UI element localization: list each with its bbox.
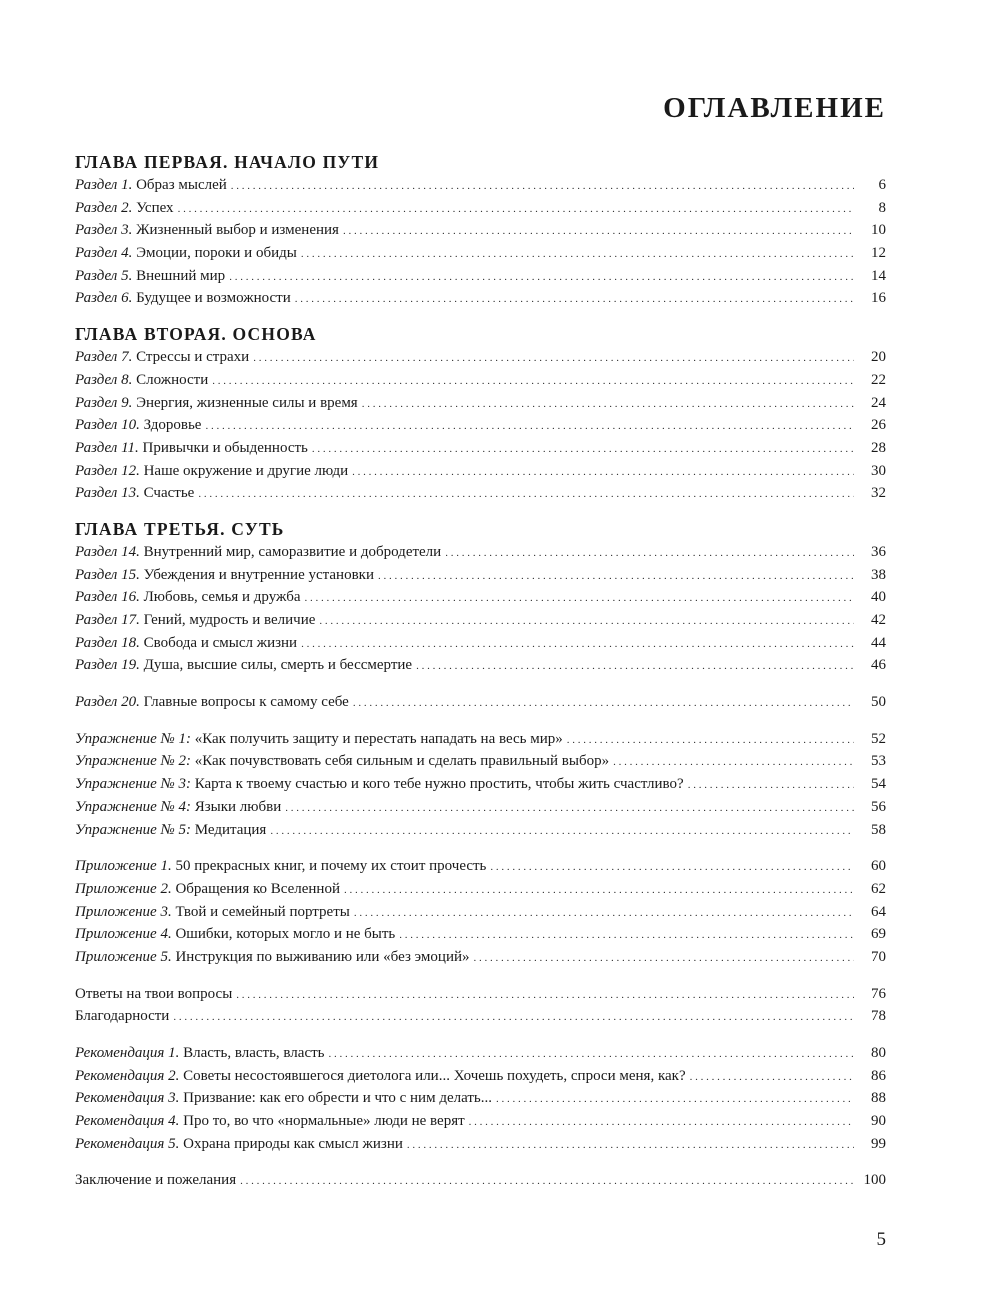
table-of-contents	[75, 150, 886, 1192]
spacer	[75, 505, 886, 517]
dot-leader	[688, 774, 854, 797]
entry-page: 28	[871, 439, 886, 456]
dot-leader	[343, 220, 854, 243]
entry-prefix: Раздел 11.	[75, 439, 139, 456]
toc-entry[interactable]	[75, 564, 886, 587]
entry-title: Внешний мир	[136, 267, 226, 284]
spacer	[75, 677, 886, 691]
entry-prefix: Раздел 1.	[75, 177, 133, 193]
toc-entry[interactable]	[75, 437, 886, 460]
entry-page: 32	[871, 485, 886, 502]
entry-label	[75, 564, 378, 587]
toc-entry[interactable]	[75, 796, 886, 819]
entry-title: Медитация	[194, 821, 267, 838]
entry-prefix: Упражнение № 4:	[75, 798, 191, 815]
dot-leader	[613, 751, 854, 774]
entry-title: Эмоции, пороки и обиды	[136, 245, 297, 262]
chapter-heading: ГЛАВА ВТОРАЯ. ОСНОВА	[75, 324, 317, 345]
toc-entry[interactable]	[75, 1065, 886, 1088]
entry-title: Внутренний мир, саморазвитие и добродетели	[143, 543, 442, 560]
toc-entry[interactable]	[75, 946, 886, 969]
entry-label	[75, 609, 319, 632]
entry-label	[75, 923, 399, 946]
dot-leader	[301, 633, 854, 656]
dot-leader	[469, 1111, 854, 1134]
entry-prefix: Рекомендация 3.	[75, 1090, 180, 1107]
dot-leader	[178, 198, 854, 221]
entry-prefix: Раздел 6.	[75, 290, 133, 307]
entry-title: Власть, власть, власть	[183, 1045, 325, 1061]
dot-leader	[416, 655, 854, 678]
entry-page: 30	[871, 462, 886, 479]
entry-prefix: Приложение 5.	[75, 948, 172, 965]
dot-leader	[490, 856, 854, 879]
entry-page: 26	[871, 417, 886, 434]
entry-page: 46	[871, 657, 886, 674]
dot-leader	[319, 610, 854, 633]
dot-leader	[240, 1170, 854, 1193]
entry-label	[75, 541, 445, 564]
entry-label	[75, 728, 567, 751]
dot-leader	[205, 415, 854, 438]
toc-entry[interactable]	[75, 346, 886, 369]
entry-page: 69	[871, 926, 886, 943]
dot-leader	[312, 438, 854, 461]
entry-label	[75, 796, 285, 819]
entry-title: Языки любви	[194, 798, 282, 815]
toc-entry[interactable]	[75, 369, 886, 392]
entry-label	[75, 901, 354, 924]
entry-title: Обращения ко Вселенной	[175, 880, 340, 897]
entry-prefix: Раздел 3.	[75, 222, 133, 239]
entry-title: Гений, мудрость и величие	[143, 612, 316, 628]
entry-prefix: Раздел 8.	[75, 371, 133, 388]
dot-leader	[304, 587, 854, 610]
toc-entry[interactable]	[75, 197, 886, 220]
toc-entry[interactable]	[75, 878, 886, 901]
entry-label	[75, 878, 344, 901]
entry-prefix: Упражнение № 5:	[75, 821, 191, 838]
entry-label	[75, 437, 312, 460]
entry-title: Энергия, жизненные силы и время	[136, 394, 358, 411]
entry-page: 24	[871, 394, 886, 411]
spacer	[75, 969, 886, 983]
dot-leader	[231, 175, 854, 198]
dot-leader	[229, 266, 854, 289]
toc-entry[interactable]	[75, 1110, 886, 1133]
entry-prefix: Приложение 4.	[75, 926, 172, 943]
entry-title: Здоровье	[143, 417, 202, 434]
entry-title: «Как почувствовать себя сильным и сделать правильный выбор»	[194, 753, 610, 770]
dot-leader	[329, 1043, 854, 1066]
entry-prefix: Рекомендация 5.	[75, 1135, 180, 1152]
entry-title: Твой и семейный портреты	[175, 903, 350, 920]
entry-prefix: Приложение 3.	[75, 903, 172, 920]
toc-entry[interactable]	[75, 609, 886, 632]
entry-label	[75, 414, 205, 437]
toc-entry[interactable]	[75, 923, 886, 946]
entry-prefix: Раздел 9.	[75, 394, 133, 411]
entry-page: 40	[871, 589, 886, 606]
entry-title: Охрана природы как смысл жизни	[183, 1135, 403, 1152]
entry-title: Душа, высшие силы, смерть и бессмертие	[143, 657, 413, 674]
entry-title: Заключение и пожелания	[75, 1172, 237, 1189]
dot-leader	[445, 542, 854, 565]
entry-label	[75, 773, 688, 796]
entry-prefix: Раздел 15.	[75, 566, 140, 583]
toc-entry[interactable]	[75, 242, 886, 265]
entry-label	[75, 287, 295, 310]
entry-page: 64	[871, 903, 886, 920]
entry-page: 100	[863, 1172, 886, 1189]
chapter-heading: ГЛАВА ПЕРВАЯ. НАЧАЛО ПУТИ	[75, 152, 380, 172]
entry-page: 60	[871, 858, 886, 875]
dot-leader	[496, 1088, 854, 1111]
entry-page: 78	[871, 1008, 886, 1025]
entry-page: 50	[871, 694, 886, 711]
entry-page: 6	[878, 177, 886, 193]
entry-prefix: Раздел 18.	[75, 634, 140, 651]
entry-page: 44	[871, 634, 886, 651]
entry-prefix: Раздел 10.	[75, 417, 140, 434]
dot-leader	[173, 1006, 854, 1029]
entry-page: 52	[871, 730, 886, 747]
entry-page: 10	[871, 222, 886, 239]
dot-leader	[198, 483, 854, 506]
entry-prefix: Рекомендация 2.	[75, 1067, 180, 1084]
entry-page: 20	[871, 349, 886, 366]
entry-label	[75, 1087, 496, 1110]
entry-label	[75, 586, 304, 609]
dot-leader	[285, 797, 854, 820]
entry-prefix: Упражнение № 1:	[75, 730, 191, 747]
entry-title: Призвание: как его обрести и что с ним делать...	[183, 1090, 493, 1107]
spacer	[75, 1028, 886, 1042]
entry-title: Ответы на твои вопросы	[75, 985, 233, 1002]
toc-entry[interactable]	[75, 1169, 886, 1192]
entry-prefix: Раздел 16.	[75, 589, 140, 606]
toc-entry[interactable]	[75, 460, 886, 483]
entry-title: Советы несостоявшегося диетолога или... Хочешь похудеть, спроси меня, как?	[183, 1067, 686, 1084]
entry-label	[75, 197, 178, 220]
toc-entry[interactable]	[75, 1005, 886, 1028]
entry-label	[75, 750, 613, 773]
toc-entry[interactable]	[75, 983, 886, 1006]
dot-leader	[212, 370, 854, 393]
toc-entry[interactable]	[75, 1133, 886, 1156]
entry-page: 86	[871, 1067, 886, 1084]
toc-entry[interactable]	[75, 586, 886, 609]
dot-leader	[378, 565, 854, 588]
dot-leader	[474, 947, 854, 970]
spacer	[75, 714, 886, 728]
entry-title: Жизненный выбор и изменения	[136, 222, 339, 239]
dot-leader	[352, 461, 854, 484]
entry-prefix: Раздел 2.	[75, 199, 133, 216]
toc-entry[interactable]	[75, 414, 886, 437]
entry-page: 70	[871, 948, 886, 965]
entry-title: Наше окружение и другие люди	[143, 462, 349, 479]
entry-prefix: Раздел 19.	[75, 657, 140, 674]
entry-label	[75, 392, 362, 415]
dot-leader	[253, 347, 854, 370]
toc-entry[interactable]	[75, 632, 886, 655]
toc-entry[interactable]	[75, 855, 886, 878]
entry-page: 16	[871, 290, 886, 307]
entry-page: 36	[871, 543, 886, 560]
dot-leader	[690, 1066, 854, 1089]
entry-page: 14	[871, 267, 886, 284]
toc-entry[interactable]	[75, 901, 886, 924]
toc-entry[interactable]	[75, 287, 886, 310]
entry-title: Про то, во что «нормальные» люди не верят	[183, 1113, 465, 1130]
entry-label	[75, 174, 231, 197]
entry-label	[75, 242, 301, 265]
entry-label	[75, 1133, 407, 1156]
toc-entry[interactable]	[75, 482, 886, 505]
toc-entry[interactable]	[75, 750, 886, 773]
entry-prefix: Рекомендация 1.	[75, 1045, 180, 1061]
spacer	[75, 1155, 886, 1169]
dot-leader	[399, 924, 854, 947]
entry-title: Инструкция по выживанию или «без эмоций»	[175, 948, 470, 965]
entry-label	[75, 1110, 469, 1133]
entry-prefix: Раздел 4.	[75, 245, 133, 262]
page-title: ОГЛАВЛЕНИЕ	[663, 92, 886, 124]
entry-page: 62	[871, 880, 886, 897]
entry-label	[75, 1042, 329, 1065]
entry-label	[75, 346, 253, 369]
entry-title: Любовь, семья и дружба	[143, 589, 301, 606]
toc-entry[interactable]	[75, 541, 886, 564]
entry-label	[75, 819, 270, 842]
entry-title: 50 прекрасных книг, и почему их стоит прочесть	[175, 858, 487, 875]
entry-title: «Как получить защиту и перестать нападать на весь мир»	[194, 730, 563, 747]
entry-page: 56	[871, 798, 886, 815]
entry-label	[75, 219, 343, 242]
entry-prefix: Раздел 7.	[75, 349, 133, 366]
entry-title: Карта к твоему счастью и кого тебе нужно простить, чтобы жить счастливо?	[194, 776, 684, 793]
spacer	[75, 310, 886, 322]
entry-page: 54	[871, 776, 886, 793]
entry-page: 38	[871, 566, 886, 583]
entry-title: Успех	[136, 199, 174, 216]
toc-entry[interactable]	[75, 392, 886, 415]
entry-page: 22	[871, 371, 886, 388]
entry-title: Образ мыслей	[136, 177, 227, 193]
entry-prefix: Раздел 12.	[75, 462, 140, 479]
entry-page: 99	[871, 1135, 886, 1152]
entry-title: Главные вопросы к самому себе	[143, 694, 349, 711]
entry-title: Благодарности	[75, 1008, 170, 1025]
page-number: 5	[876, 1229, 886, 1250]
entry-label	[75, 691, 353, 714]
entry-label	[75, 482, 198, 505]
toc-entry[interactable]	[75, 219, 886, 242]
entry-page: 58	[871, 821, 886, 838]
entry-title: Стрессы и страхи	[136, 349, 250, 366]
entry-prefix: Упражнение № 2:	[75, 753, 191, 770]
entry-label	[75, 1065, 690, 1088]
dot-leader	[236, 984, 854, 1007]
entry-page: 53	[871, 753, 886, 770]
dot-leader	[295, 288, 854, 311]
entry-page: 88	[871, 1090, 886, 1107]
entry-page: 90	[871, 1113, 886, 1130]
entry-label	[75, 855, 490, 878]
entry-label	[75, 369, 212, 392]
toc-entry[interactable]	[75, 728, 886, 751]
entry-title: Будущее и возможности	[136, 290, 291, 307]
toc-entry[interactable]	[75, 265, 886, 288]
entry-title: Свобода и смысл жизни	[143, 634, 298, 651]
dot-leader	[407, 1134, 854, 1157]
toc-entry[interactable]	[75, 654, 886, 677]
entry-prefix: Раздел 17.	[75, 612, 140, 628]
spacer	[75, 841, 886, 855]
entry-prefix: Раздел 20.	[75, 694, 140, 711]
entry-page: 8	[878, 199, 886, 216]
toc-entry[interactable]	[75, 1087, 886, 1110]
dot-leader	[354, 902, 854, 925]
entry-prefix: Рекомендация 4.	[75, 1113, 180, 1130]
entry-label	[75, 654, 416, 677]
entry-label	[75, 632, 301, 655]
entry-page: 42	[871, 612, 886, 628]
entry-title: Привычки и обыденность	[142, 439, 308, 456]
entry-prefix: Раздел 14.	[75, 543, 140, 560]
entry-prefix: Раздел 13.	[75, 485, 140, 502]
entry-title: Сложности	[136, 371, 209, 388]
entry-page: 12	[871, 245, 886, 262]
entry-prefix: Приложение 1.	[75, 858, 172, 875]
entry-prefix: Приложение 2.	[75, 880, 172, 897]
entry-page: 80	[871, 1045, 886, 1061]
entry-prefix: Раздел 5.	[75, 267, 133, 284]
chapter-heading: ГЛАВА ТРЕТЬЯ. СУТЬ	[75, 518, 285, 539]
dot-leader	[353, 692, 854, 715]
toc-entry[interactable]	[75, 1042, 886, 1065]
entry-prefix: Упражнение № 3:	[75, 776, 191, 793]
dot-leader	[270, 820, 854, 843]
dot-leader	[301, 243, 854, 266]
toc-entry[interactable]	[75, 819, 886, 842]
entry-label	[75, 265, 229, 288]
entry-title: Ошибки, которых могло и не быть	[175, 926, 396, 943]
entry-label	[75, 460, 352, 483]
toc-entry[interactable]	[75, 773, 886, 796]
toc-entry[interactable]	[75, 691, 886, 714]
entry-title: Счастье	[143, 485, 195, 502]
entry-label	[75, 946, 474, 969]
toc-entry[interactable]	[75, 174, 886, 197]
entry-title: Убеждения и внутренние установки	[143, 566, 374, 583]
dot-leader	[362, 393, 854, 416]
dot-leader	[344, 879, 854, 902]
dot-leader	[567, 729, 854, 752]
entry-page: 76	[871, 985, 886, 1002]
